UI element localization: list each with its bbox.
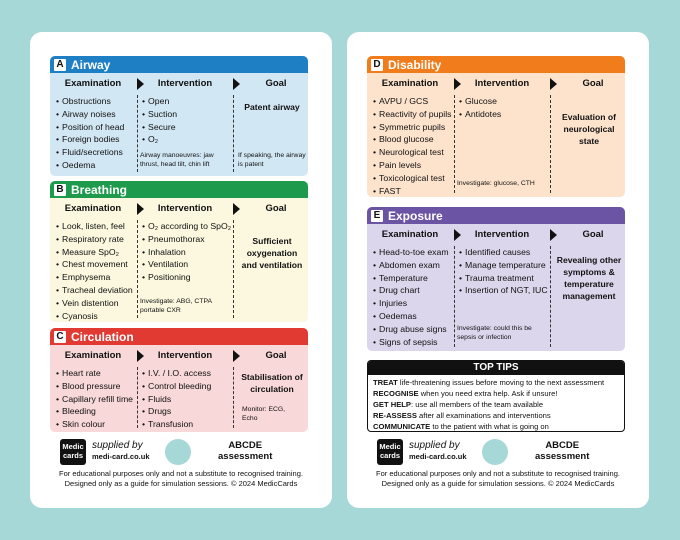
punch-hole xyxy=(482,439,508,465)
section-title: Exposure xyxy=(388,208,443,223)
arrow-icon xyxy=(454,229,461,241)
supplied-by-label: supplied by xyxy=(409,440,460,451)
section-exposure xyxy=(367,207,625,351)
col-goal: Goal xyxy=(265,78,287,89)
logo-line-1: Medic xyxy=(62,442,84,451)
section-title: Disability xyxy=(388,57,442,72)
disclaimer xyxy=(30,469,332,488)
goal-text: Sufficient oxygenation and ventilation xyxy=(241,236,303,270)
intervention-item: • Secure xyxy=(142,121,177,134)
col-intervention: Intervention xyxy=(157,350,213,361)
divider xyxy=(550,246,551,347)
section-airway xyxy=(50,56,308,176)
punch-hole xyxy=(165,439,191,465)
examination-item: • Emphysema xyxy=(56,271,133,284)
abcde-label xyxy=(535,440,589,462)
examination-item: • Position of head xyxy=(56,121,124,134)
goal-text: Evaluation of neurological state xyxy=(562,112,616,146)
examination-item: • Look, listen, feel xyxy=(56,220,133,233)
arrow-icon xyxy=(454,78,461,90)
section-header xyxy=(50,328,308,345)
examination-item: • Skin colour xyxy=(56,418,133,431)
section-title: Circulation xyxy=(71,329,134,344)
examination-item: • Toxicological test xyxy=(373,172,451,185)
intervention-list xyxy=(142,220,231,284)
abcde-line-2: assessment xyxy=(218,451,273,462)
medic-cards-logo xyxy=(377,439,403,465)
arrow-icon xyxy=(233,350,240,362)
intervention-item: • Antidotes xyxy=(459,108,501,121)
examination-item: • Foreign bodies xyxy=(56,133,124,146)
examination-item: • Respiratory rate xyxy=(56,233,133,246)
section-letter: E xyxy=(371,210,383,222)
intervention-item: • Suction xyxy=(142,108,177,121)
intervention-list xyxy=(142,367,211,431)
logo-line-2: cards xyxy=(62,451,83,460)
section-header xyxy=(50,181,308,198)
site-link: medi-card.co.uk xyxy=(409,452,467,461)
examination-item: • Vein distention xyxy=(56,297,133,310)
col-goal: Goal xyxy=(582,78,604,89)
examination-item: • Reactivity of pupils xyxy=(373,108,451,121)
card-left xyxy=(30,32,332,508)
examination-item: • Airway noises xyxy=(56,108,124,121)
disclaimer-line-1: For educational purposes only and not a substitute to recognised training. xyxy=(376,469,620,478)
section-breathing xyxy=(50,181,308,322)
arrow-icon xyxy=(550,229,557,241)
examination-item: • Blood glucose xyxy=(373,133,451,146)
goal-note: If speaking, the airway is patent xyxy=(238,152,306,168)
examination-list xyxy=(373,246,449,348)
examination-list xyxy=(56,220,133,322)
section-letter: B xyxy=(54,184,66,196)
top-tip-text: : use all members of the team available xyxy=(410,400,544,409)
arrow-icon xyxy=(137,350,144,362)
examination-item: • Fluid/secretions xyxy=(56,146,124,159)
top-tip-key: RECOGNISE xyxy=(373,389,419,398)
intervention-item: • Open xyxy=(142,95,177,108)
intervention-item: • Drugs xyxy=(142,405,211,418)
examination-list xyxy=(373,95,451,197)
top-tip-key: GET HELP xyxy=(373,400,411,409)
intervention-item: • Ventilation xyxy=(142,258,231,271)
logo-line-2: cards xyxy=(379,451,400,460)
col-examination: Examination xyxy=(64,78,122,89)
intervention-item: • Positioning xyxy=(142,271,231,284)
section-letter: D xyxy=(371,59,383,71)
examination-item: • Signs of sepsis xyxy=(373,336,449,349)
top-tip-item xyxy=(373,377,619,388)
intervention-item: • Fluids xyxy=(142,393,211,406)
intervention-item: • Pneumothorax xyxy=(142,233,231,246)
intervention-list xyxy=(459,95,501,121)
examination-item: • Tracheal deviation xyxy=(56,284,133,297)
top-tip-item xyxy=(373,421,619,432)
abcde-line-1: ABCDE xyxy=(228,440,263,451)
intervention-item: • I.V. / I.O. access xyxy=(142,367,211,380)
examination-list xyxy=(56,367,133,431)
divider xyxy=(233,220,234,318)
intervention-note: Airway manoeuvres: jaw thrust, head tilt, chin lift xyxy=(140,152,214,168)
intervention-note: Investigate: ABG, CTPA portable CXR xyxy=(140,298,212,314)
medic-cards-logo xyxy=(60,439,86,465)
examination-item: • Neurological test xyxy=(373,146,451,159)
intervention-item: • Manage temperature xyxy=(459,259,548,272)
examination-item: • Symmetric pupils xyxy=(373,121,451,134)
top-tip-key: COMMUNICATE xyxy=(373,422,431,431)
examination-item: • Drug abuse signs xyxy=(373,323,449,336)
section-title: Breathing xyxy=(71,182,128,197)
disclaimer-line-2: Designed only as a guide for simulation sessions. © 2024 MedicCards xyxy=(64,478,298,488)
col-goal: Goal xyxy=(265,350,287,361)
col-goal: Goal xyxy=(582,229,604,240)
divider xyxy=(233,367,234,428)
examination-item: • FAST xyxy=(373,185,451,197)
top-tips-title: TOP TIPS xyxy=(368,361,624,375)
divider xyxy=(233,95,234,172)
col-examination: Examination xyxy=(381,78,439,89)
abcde-line-2: assessment xyxy=(535,451,590,462)
col-intervention: Intervention xyxy=(474,229,530,240)
divider xyxy=(454,246,455,347)
examination-item: • Oedema xyxy=(56,159,124,172)
abcde-label xyxy=(218,440,272,462)
section-header xyxy=(367,56,625,73)
top-tip-text: to the patient with what is going on xyxy=(430,422,549,431)
section-circulation xyxy=(50,328,308,432)
intervention-note: Investigate: glucose, CTH xyxy=(457,180,535,187)
disclaimer-line-2: Designed only as a guide for simulation sessions. © 2024 MedicCards xyxy=(381,478,615,488)
divider xyxy=(454,95,455,193)
col-examination: Examination xyxy=(64,350,122,361)
card-right xyxy=(347,32,649,508)
examination-item: • Cyanosis xyxy=(56,310,133,322)
goal-note: Monitor: ECG, Echo xyxy=(242,406,286,422)
col-intervention: Intervention xyxy=(474,78,530,89)
examination-item: • Drug chart xyxy=(373,284,449,297)
top-tips-list xyxy=(368,375,624,432)
supplied-by xyxy=(92,440,150,462)
intervention-item: • Transfusion xyxy=(142,418,211,431)
examination-item: • Bleeding xyxy=(56,405,133,418)
intervention-item: • O₂ xyxy=(142,133,177,146)
goal-text: Stabilisation of circulation xyxy=(241,372,303,394)
disclaimer xyxy=(347,469,649,488)
intervention-item: • Glucose xyxy=(459,95,501,108)
intervention-item: • Insertion of NGT, IUC xyxy=(459,284,548,297)
intervention-item: • O₂ according to SpO₂ xyxy=(142,220,231,233)
goal-text: Patent airway xyxy=(244,102,300,112)
divider xyxy=(137,220,138,318)
top-tip-text: after all examinations and interventions xyxy=(416,411,551,420)
supplied-by-label: supplied by xyxy=(92,440,143,451)
intervention-note: Investigate: could this be sepsis or infection xyxy=(457,325,532,341)
section-letter: C xyxy=(54,331,66,343)
examination-item: • Capillary refill time xyxy=(56,393,133,406)
top-tip-key: RE-ASSESS xyxy=(373,411,417,420)
divider xyxy=(137,367,138,428)
arrow-icon xyxy=(137,78,144,90)
examination-item: • Head-to-toe exam xyxy=(373,246,449,259)
arrow-icon xyxy=(233,78,240,90)
examination-item: • Temperature xyxy=(373,272,449,285)
col-intervention: Intervention xyxy=(157,78,213,89)
col-examination: Examination xyxy=(64,203,122,214)
examination-item: • Obstructions xyxy=(56,95,124,108)
section-header xyxy=(50,56,308,73)
top-tips-box xyxy=(367,360,625,432)
examination-list xyxy=(56,95,124,172)
top-tip-item xyxy=(373,399,619,410)
intervention-item: • Control bleeding xyxy=(142,380,211,393)
top-tip-item xyxy=(373,410,619,421)
examination-item: • AVPU / GCS xyxy=(373,95,451,108)
examination-item: • Blood pressure xyxy=(56,380,133,393)
examination-item: • Chest movement xyxy=(56,258,133,271)
examination-item: • Measure SpO₂ xyxy=(56,246,133,259)
col-examination: Examination xyxy=(381,229,439,240)
intervention-list xyxy=(459,246,548,297)
abcde-line-1: ABCDE xyxy=(545,440,580,451)
arrow-icon xyxy=(550,78,557,90)
arrow-icon xyxy=(233,203,240,215)
examination-item: • Oedemas xyxy=(373,310,449,323)
intervention-item: • Trauma treatment xyxy=(459,272,548,285)
col-goal: Goal xyxy=(265,203,287,214)
disclaimer-line-1: For educational purposes only and not a substitute to recognised training. xyxy=(59,469,303,478)
examination-item: • Heart rate xyxy=(56,367,133,380)
top-tip-item xyxy=(373,388,619,399)
intervention-list xyxy=(142,95,177,146)
examination-item: • Injuries xyxy=(373,297,449,310)
section-disability xyxy=(367,56,625,197)
top-tip-key: TREAT xyxy=(373,378,398,387)
site-link: medi-card.co.uk xyxy=(92,452,150,461)
examination-item: • Abdomen exam xyxy=(373,259,449,272)
arrow-icon xyxy=(137,203,144,215)
logo-line-1: Medic xyxy=(379,442,401,451)
divider xyxy=(550,95,551,193)
top-tip-text: when you need extra help. Ask if unsure! xyxy=(418,389,558,398)
section-title: Airway xyxy=(71,57,111,72)
examination-item: • Pain levels xyxy=(373,159,451,172)
supplied-by xyxy=(409,440,467,462)
intervention-item: • Identified causes xyxy=(459,246,548,259)
section-letter: A xyxy=(54,59,66,71)
goal-text: Revealing other symptoms & temperature management xyxy=(556,255,622,301)
intervention-item: • Inhalation xyxy=(142,246,231,259)
divider xyxy=(137,95,138,172)
col-intervention: Intervention xyxy=(157,203,213,214)
section-header xyxy=(367,207,625,224)
top-tip-text: life-threatening issues before moving to the next assessment xyxy=(397,378,605,387)
